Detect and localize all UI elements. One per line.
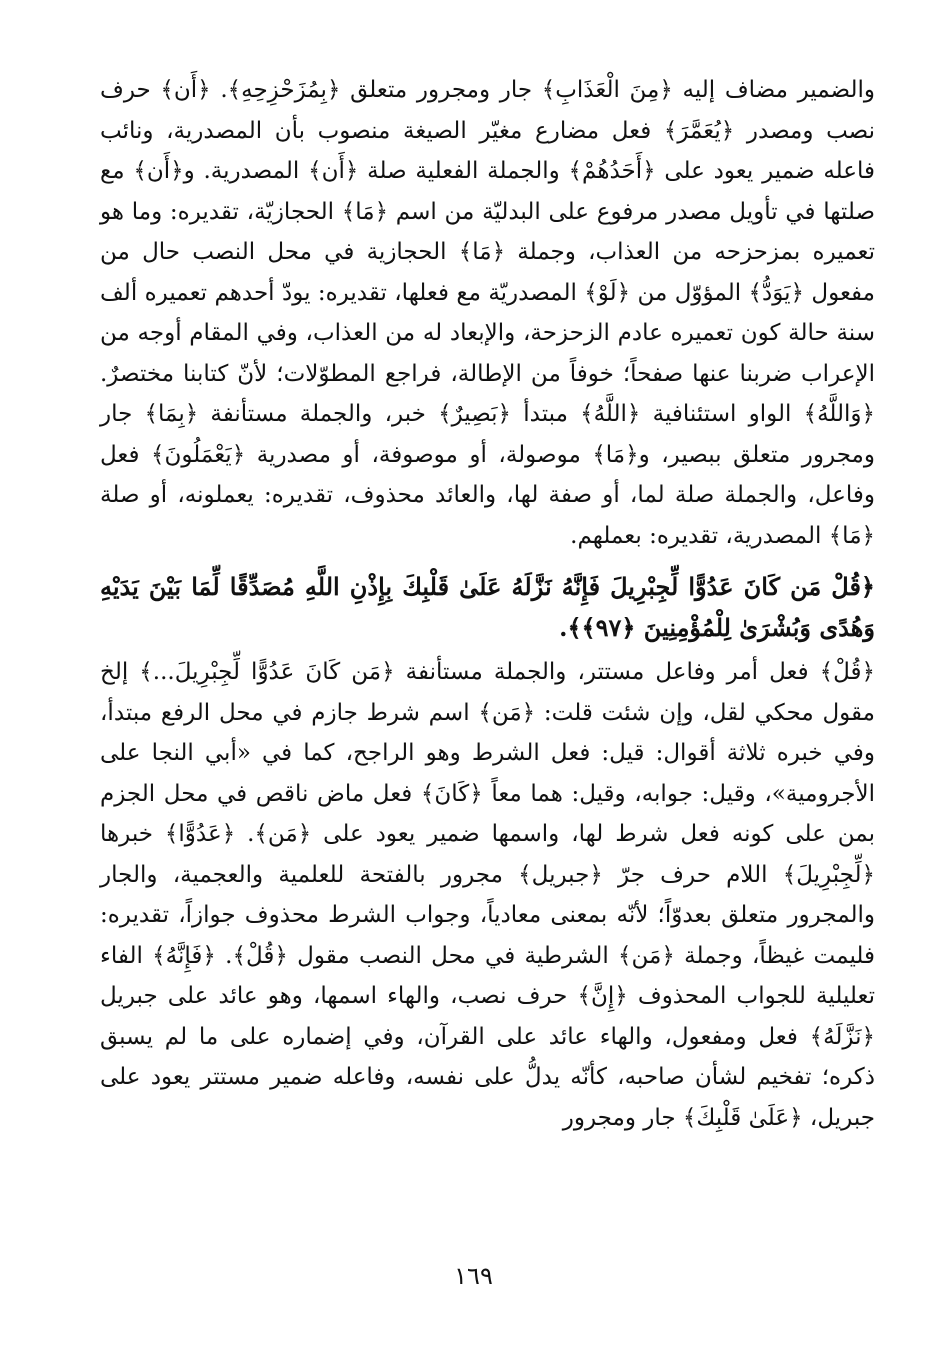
page-body (100, 70, 875, 1138)
quran-verse: ﴿قُلْ مَن كَانَ عَدُوًّا لِّجِبْرِيلَ فَإِنَّهُ نَزَّلَهُ عَلَىٰ قَلْبِكَ بِإِذْنِ اللَّهِ مُصَدِّقًا لِّمَا بَيْنَ يَدَيْهِ وَهُدًى وَبُشْرَىٰ لِلْمُؤْمِنِينَ ﴿٩٧﴾﴾. (100, 572, 875, 642)
paragraph-1: والضمير مضاف إليه ﴿مِنَ الْعَذَابِ﴾ جار ومجرور متعلق ﴿بِمُزَحْزِحِهِ﴾. ﴿أَن﴾ حرف نصب ومصدر ﴿يُعَمَّرَ﴾ فعل مضارع مغيّر الصيغة منصوب بأن المصدرية، ونائب فاعله ضمير يعود على ﴿أَحَدُهُمْ﴾ والجملة الفعلية صلة ﴿أَن﴾ المصدرية. و﴿أَن﴾ مع صلتها في تأويل مصدر مرفوع على البدليّة من اسم ﴿مَا﴾ الحجازيّة، تقديره: وما هو تعميره بمزحزحه من العذاب، وجملة ﴿مَا﴾ الحجازية في محل النصب حال من مفعول ﴿يَوَدُّ﴾ المؤوّل من ﴿لَوْ﴾ المصدريّة مع فعلها، تقديره: يودّ أحدهم تعميره ألف سنة حالة كون تعميره عادم الزحزحة، والإبعاد له من العذاب، وفي المقام أوجه من الإعراب ضربنا عنها صفحاً؛ خوفاً من الإطالة، فراجع المطوّلات؛ لأنّ كتابنا مختصرٌ. ﴿وَاللَّهُ﴾ الواو استئنافية ﴿اللَّهُ﴾ مبتدأ ﴿بَصِيرٌ﴾ خبر، والجملة مستأنفة ﴿بِمَا﴾ جار ومجرور متعلق ببصير، و﴿مَا﴾ موصولة، أو موصوفة، أو مصدرية ﴿يَعْمَلُونَ﴾ فعل وفاعل، والجملة صلة لما، أو صفة لها، والعائد محذوف، تقديره: يعملونه، أو صلة ﴿مَا﴾ المصدرية، تقديره: بعملهم. (100, 77, 875, 549)
page-number: ١٦٩ (454, 1262, 493, 1290)
paragraph-2: ﴿قُلْ﴾ فعل أمر وفاعل مستتر، والجملة مستأنفة ﴿مَن كَانَ عَدُوًّا لِّجِبْرِيلَ...﴾ إلخ مقول محكي لقل، وإن شئت قلت: ﴿مَن﴾ اسم شرط جازم في محل الرفع مبتدأ، وفي خبره ثلاثة أقوال: قيل: فعل الشرط وهو الراجح، كما في «أبي النجا على الأجرومية»، وقيل: جوابه، وقيل: هما معاً ﴿كَانَ﴾ فعل ماض ناقص في محل الجزم بمن على كونه فعل شرط لها، واسمها ضمير يعود على ﴿مَن﴾. ﴿عَدُوًّا﴾ خبرها ﴿لِّجِبْرِيلَ﴾ اللام حرف جرّ ﴿جبريل﴾ مجرور بالفتحة للعلمية والعجمية، والجار والمجرور متعلق بعدوّاً؛ لأنّه بمعنى معادياً، وجواب الشرط محذوف جوازاً، تقديره: فليمت غيظاً، وجملة ﴿مَن﴾ الشرطية في محل النصب مقول ﴿قُلْ﴾. ﴿فَإِنَّهُ﴾ الفاء تعليلية للجواب المحذوف ﴿إِنَّ﴾ حرف نصب، والهاء اسمها، وهو عائد على جبريل ﴿نَزَّلَهُ﴾ فعل ومفعول، والهاء عائد على القرآن، وفي إضماره على ما لم يسبق ذكره؛ تفخيم لشأن صاحبه، كأنّه يدلُّ على نفسه، وفاعله ضمير مستتر يعود على جبريل، ﴿عَلَىٰ قَلْبِكَ﴾ جار ومجرور (100, 659, 875, 1131)
